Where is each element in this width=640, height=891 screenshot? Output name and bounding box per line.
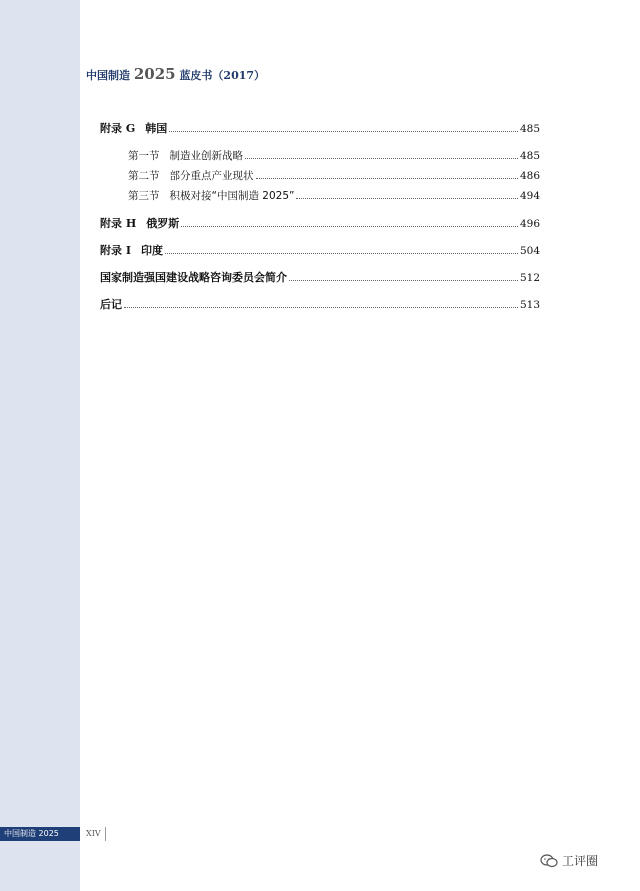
dot-leader xyxy=(256,177,518,179)
toc-entry-label: 附录 I 印度 xyxy=(100,244,163,257)
running-header xyxy=(86,65,265,83)
toc-entry-label: 附录 G 韩国 xyxy=(100,122,168,135)
dot-leader xyxy=(289,279,518,281)
toc-entry-label: 国家制造强国建设战略咨询委员会简介 xyxy=(100,271,287,284)
toc-page-number: 513 xyxy=(519,299,540,311)
header-part2: 2025 xyxy=(133,65,176,83)
toc-page-number: 504 xyxy=(519,245,540,257)
footer-series-label: 中国制造 2025 xyxy=(0,827,80,841)
toc-entry-afterword[interactable] xyxy=(100,296,540,312)
toc-entry-appendix-h[interactable] xyxy=(100,215,540,231)
toc-entry-label: 第一节 制造业创新战略 xyxy=(128,150,243,162)
dot-leader xyxy=(181,225,518,227)
dot-leader xyxy=(124,306,518,308)
toc-page-number: 512 xyxy=(519,272,540,284)
toc-page-number: 486 xyxy=(519,170,540,182)
toc-entry-section-1[interactable] xyxy=(128,148,540,163)
header-part1: 中国制造 xyxy=(86,69,130,82)
toc-page-number: 496 xyxy=(519,218,540,230)
watermark xyxy=(540,852,598,869)
toc-entry-label: 第三节 积极对接“中国制造 2025” xyxy=(128,190,295,202)
toc-entry-section-3[interactable] xyxy=(128,188,540,203)
toc-entry-section-2[interactable] xyxy=(128,168,540,183)
dot-leader xyxy=(169,130,518,132)
footer-page-number: XIV xyxy=(86,827,106,841)
dot-leader xyxy=(165,252,518,254)
toc-entry-label: 第二节 部分重点产业现状 xyxy=(128,170,254,182)
wechat-icon xyxy=(540,854,558,868)
toc-entry-label: 后记 xyxy=(100,298,122,311)
toc-page-number: 494 xyxy=(519,190,540,202)
watermark-text: 工评圈 xyxy=(562,854,599,868)
dot-leader xyxy=(245,157,518,159)
toc-entry-appendix-i[interactable] xyxy=(100,242,540,258)
dot-leader xyxy=(296,197,518,199)
toc-entry-committee-intro[interactable] xyxy=(100,269,540,285)
toc-page-number: 485 xyxy=(519,150,540,162)
toc-entry-appendix-g[interactable] xyxy=(100,120,540,136)
toc-page-number: 485 xyxy=(519,123,540,135)
left-sidebar-band xyxy=(0,0,80,891)
header-part3: 蓝皮书（2017） xyxy=(179,69,266,82)
toc-entry-label: 附录 H 俄罗斯 xyxy=(100,217,180,230)
